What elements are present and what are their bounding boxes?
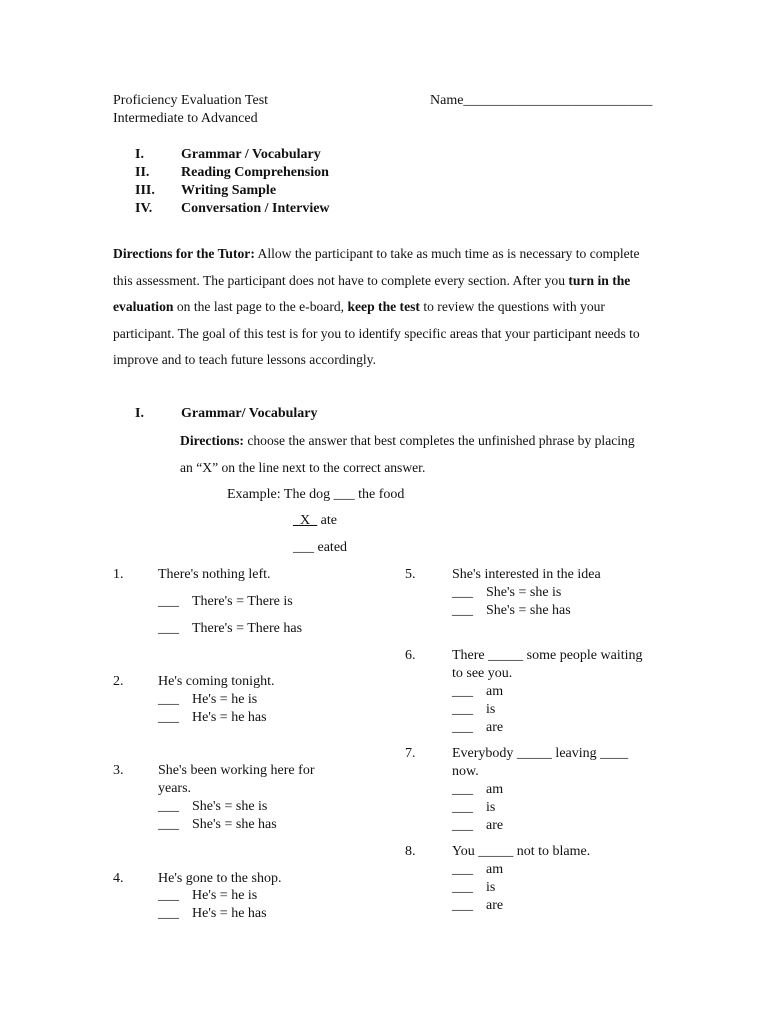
question-prompt: He's gone to the shop.: [158, 871, 282, 886]
answer-blank[interactable]: ___: [452, 720, 473, 735]
question-prompt: She's been working here for: [158, 763, 315, 778]
question-number: 7.: [405, 746, 416, 761]
answer-blank[interactable]: ___: [158, 817, 179, 832]
answer-option: She's = she is: [486, 585, 562, 600]
outline-num-3: III.: [135, 183, 155, 198]
question-number: 3.: [113, 763, 124, 778]
outline-item-conversation: Conversation / Interview: [181, 201, 330, 216]
tutor-directions-text-2: on the last page to the e-board,: [173, 299, 348, 314]
answer-blank[interactable]: ___: [158, 710, 179, 725]
outline-num-2: II.: [135, 165, 150, 180]
section-number: I.: [135, 406, 144, 421]
outline-num-4: IV.: [135, 201, 153, 216]
question-prompt-cont: years.: [158, 781, 192, 796]
answer-option: She's = she is: [192, 799, 268, 814]
section-directions-text: choose the answer that best completes the unfinished phrase by placing an “X” on the line next to the correct answer.: [180, 433, 635, 475]
question-prompt-cont: now.: [452, 764, 479, 779]
answer-option: There's = There is: [192, 594, 293, 609]
tutor-directions-bold-2: keep the test: [347, 299, 420, 314]
tutor-directions-text-1: Allow the participant to take as much time as is necessary to complete this assessment. The participant does not have to complete every section. After you: [113, 246, 640, 288]
answer-blank[interactable]: ___: [452, 880, 473, 895]
answer-option: He's = he has: [192, 906, 267, 921]
outline-item-grammar: Grammar / Vocabulary: [181, 147, 321, 162]
outline-item-reading: Reading Comprehension: [181, 165, 329, 180]
tutor-directions-bold-1: turn in the evaluation: [113, 272, 631, 314]
answer-blank[interactable]: ___: [452, 603, 473, 618]
answer-option: are: [486, 720, 504, 735]
outline-item-writing: Writing Sample: [181, 183, 277, 198]
answer-option: is: [486, 800, 496, 815]
section-directions: [180, 427, 650, 481]
example-option-ate-text: ate: [317, 513, 337, 528]
document-subtitle: Intermediate to Advanced: [113, 111, 258, 126]
answer-blank[interactable]: ___: [158, 594, 179, 609]
example-option-ate-blank: _X_: [293, 513, 318, 528]
question-prompt: There _____ some people waiting: [452, 648, 643, 663]
document-title: Proficiency Evaluation Test: [113, 93, 269, 108]
tutor-directions-paragraph: [113, 241, 648, 374]
answer-blank[interactable]: ___: [452, 898, 473, 913]
example-prompt: Example: The dog ___ the food: [227, 487, 405, 502]
answer-option: is: [486, 702, 496, 717]
answer-option: am: [486, 862, 504, 877]
answer-option: He's = he is: [192, 692, 258, 707]
answer-option: She's = she has: [486, 603, 571, 618]
question-number: 5.: [405, 567, 416, 582]
question-prompt: He's coming tonight.: [158, 674, 275, 689]
answer-option: are: [486, 898, 504, 913]
answer-blank[interactable]: ___: [452, 585, 473, 600]
section-title: Grammar/ Vocabulary: [181, 406, 318, 421]
name-field-label: Name___________________________: [430, 93, 653, 108]
answer-blank[interactable]: ___: [452, 702, 473, 717]
answer-option: He's = he is: [192, 888, 258, 903]
tutor-directions-text-3: to review the questions with your participant. The goal of this test is for you to identify specific areas that your participant needs to improve and to teach future lessons accordingly.: [113, 299, 640, 367]
answer-blank[interactable]: ___: [158, 906, 179, 921]
question-prompt: You _____ not to blame.: [452, 844, 591, 859]
outline-num-1: I.: [135, 147, 144, 162]
answer-option: are: [486, 818, 504, 833]
question-prompt: She's interested in the idea: [452, 567, 601, 582]
question-number: 4.: [113, 871, 124, 886]
answer-blank[interactable]: ___: [452, 862, 473, 877]
answer-blank[interactable]: ___: [452, 818, 473, 833]
answer-option: am: [486, 782, 504, 797]
question-prompt: There's nothing left.: [158, 567, 271, 582]
answer-blank[interactable]: ___: [158, 621, 179, 636]
answer-blank[interactable]: ___: [452, 782, 473, 797]
question-number: 1.: [113, 567, 124, 582]
answer-blank[interactable]: ___: [158, 692, 179, 707]
answer-option: am: [486, 684, 504, 699]
question-prompt: Everybody _____ leaving ____: [452, 746, 629, 761]
question-number: 6.: [405, 648, 416, 663]
question-number: 2.: [113, 674, 124, 689]
example-option-eated: ___ eated: [293, 540, 348, 555]
answer-option: is: [486, 880, 496, 895]
answer-option: He's = he has: [192, 710, 267, 725]
answer-option: There's = There has: [192, 621, 303, 636]
answer-option: She's = she has: [192, 817, 277, 832]
answer-blank[interactable]: ___: [452, 800, 473, 815]
answer-blank[interactable]: ___: [158, 799, 179, 814]
example-option-ate: [293, 512, 337, 530]
answer-blank[interactable]: ___: [158, 888, 179, 903]
question-number: 8.: [405, 844, 416, 859]
answer-blank[interactable]: ___: [452, 684, 473, 699]
question-prompt-cont: to see you.: [452, 666, 513, 681]
section-directions-label: Directions:: [180, 433, 244, 448]
tutor-directions-lead: Directions for the Tutor:: [113, 246, 255, 261]
